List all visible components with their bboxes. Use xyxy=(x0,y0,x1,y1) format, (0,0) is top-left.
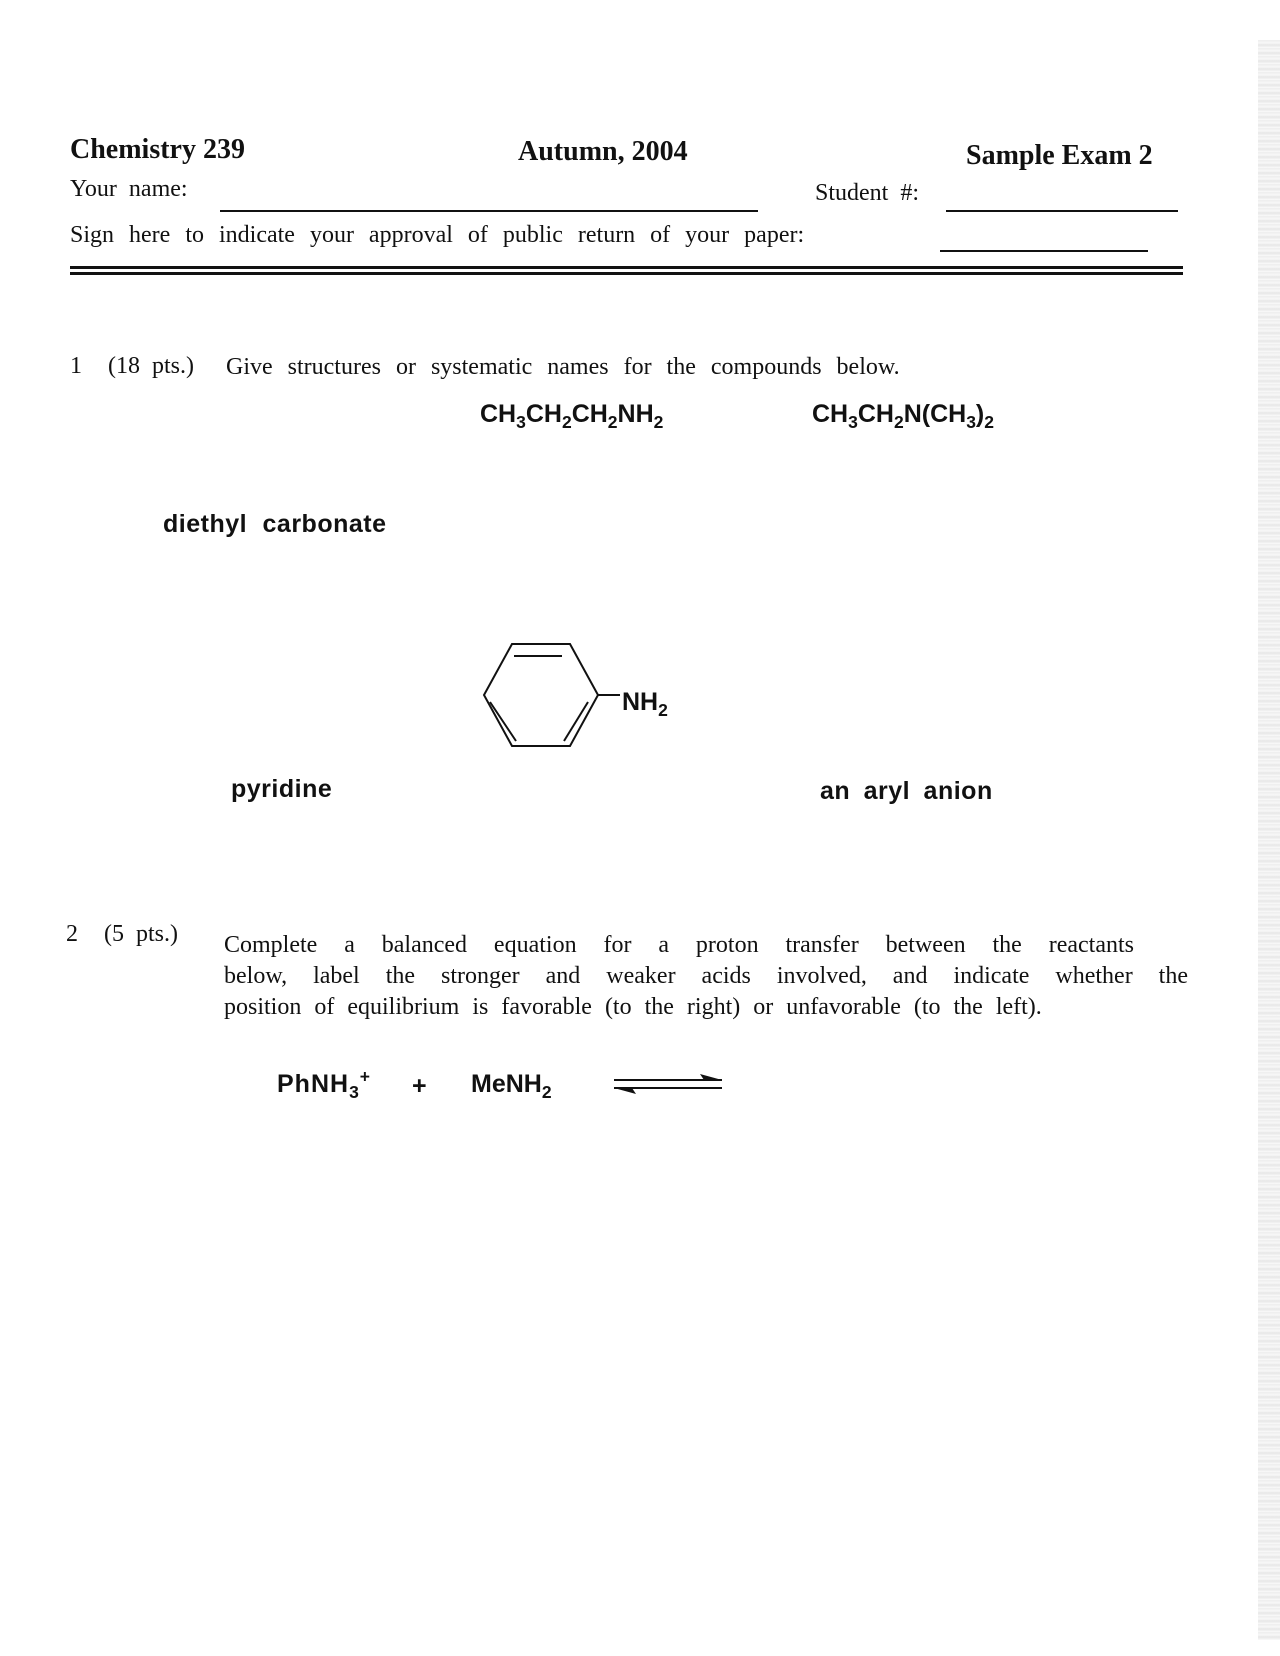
q2-prompt-line-2: below, label the stronger and weaker acids involved, and indicate whether the xyxy=(224,963,1188,989)
term-title: Autumn, 2004 xyxy=(518,136,688,167)
q2-prompt-line-1: Complete a balanced equation for a proton transfer between the reactants xyxy=(224,932,1134,958)
name-aryl-anion: an aryl anion xyxy=(820,777,993,805)
name-pyridine: pyridine xyxy=(231,775,333,803)
name-diethyl-carbonate: diethyl carbonate xyxy=(163,510,387,538)
q2-points: (5 pts.) xyxy=(104,921,178,947)
amino-substituent: $NH_2$ xyxy=(622,688,668,720)
approval-text: Sign here to indicate your approval of public return of your paper: xyxy=(70,222,805,248)
approval-signature-field[interactable] xyxy=(940,250,1148,252)
formula-propylamine: $CH_3CH_2CH_2NH_2$ xyxy=(480,400,664,432)
header-rule-thick xyxy=(70,272,1183,275)
reactant-anilinium: PhNH$_3$+ xyxy=(277,1066,372,1102)
q2-prompt xyxy=(224,930,1188,1023)
formula-dimethylethylamine: $CH_3CH_2N(CH_3)_2$ xyxy=(812,400,994,432)
student-number-label: Student #: xyxy=(815,180,920,206)
scan-edge-artifact xyxy=(1258,40,1280,1640)
q2-prompt-line-3: position of equilibrium is favorable (to the right) or unfavorable (to the left). xyxy=(224,994,1042,1020)
student-number-field[interactable] xyxy=(946,210,1178,212)
benzene-ring xyxy=(484,644,598,746)
exam-title: Sample Exam 2 xyxy=(966,140,1153,171)
q2-number: 2 xyxy=(66,921,78,947)
name-label: Your name: xyxy=(70,176,188,202)
equilibrium-arrows-icon xyxy=(612,1072,724,1098)
q1-points: (18 pts.) xyxy=(108,353,194,379)
ring-double-bond-left xyxy=(490,702,516,741)
reactant-methylamine: MeNH$_2$ xyxy=(471,1070,552,1102)
course-title: Chemistry 239 xyxy=(70,134,245,165)
q1-prompt: Give structures or systematic names for the compounds below. xyxy=(226,354,900,380)
plus-sign: + xyxy=(412,1072,427,1100)
name-field[interactable] xyxy=(220,210,758,212)
header-rule-thin xyxy=(70,266,1183,269)
q1-number: 1 xyxy=(70,353,82,379)
